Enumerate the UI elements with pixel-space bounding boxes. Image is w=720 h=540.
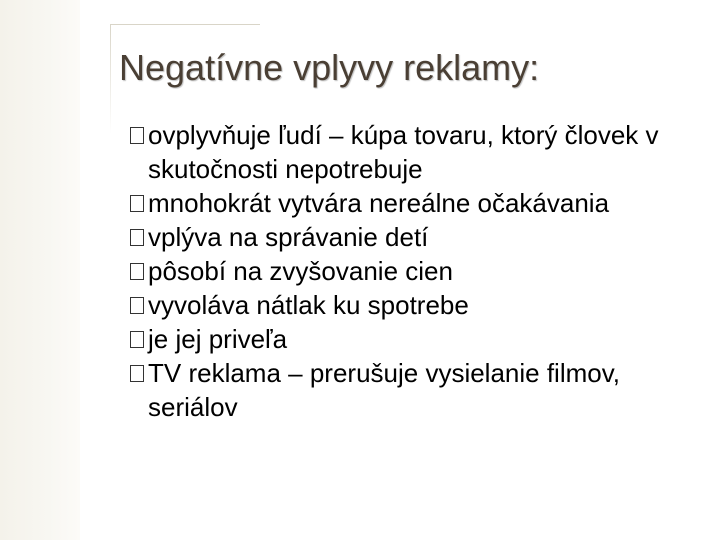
bullet-text: vplýva na správanie detí	[148, 222, 429, 252]
bullet-text: je jej priveľa	[148, 324, 288, 354]
bullet-box-icon	[130, 331, 144, 348]
title-decorative-line	[110, 24, 260, 25]
bullet-text: pôsobí na zvyšovanie cien	[148, 256, 453, 286]
bullet-box-icon	[130, 229, 144, 246]
bullet-text: vyvoláva nátlak ku spotrebe	[148, 290, 469, 320]
bullet-box-icon	[130, 127, 144, 144]
title-decorative-vertical-line	[110, 24, 111, 134]
left-decorative-band	[0, 0, 80, 540]
bullet-text: mnohokrát vytvára nereálne očakávania	[148, 188, 610, 218]
bullet-item	[128, 288, 668, 322]
bullet-text: TV reklama – prerušuje vysielanie filmov, seriálov	[148, 358, 621, 422]
bullet-item	[128, 356, 668, 424]
slide-title: Negatívne vplyvy reklamy:	[119, 47, 540, 88]
bullet-box-icon	[130, 263, 144, 280]
bullet-item	[128, 322, 668, 356]
bullet-box-icon	[130, 297, 144, 314]
bullet-item	[128, 254, 668, 288]
bullet-item	[128, 186, 668, 220]
bullet-text: ovplyvňuje ľudí – kúpa tovaru, ktorý človek v skutočnosti nepotrebuje	[148, 120, 659, 184]
bullet-box-icon	[130, 365, 144, 382]
bullet-item	[128, 118, 668, 186]
bullet-item	[128, 220, 668, 254]
bullet-list	[128, 118, 668, 424]
bullet-box-icon	[130, 195, 144, 212]
